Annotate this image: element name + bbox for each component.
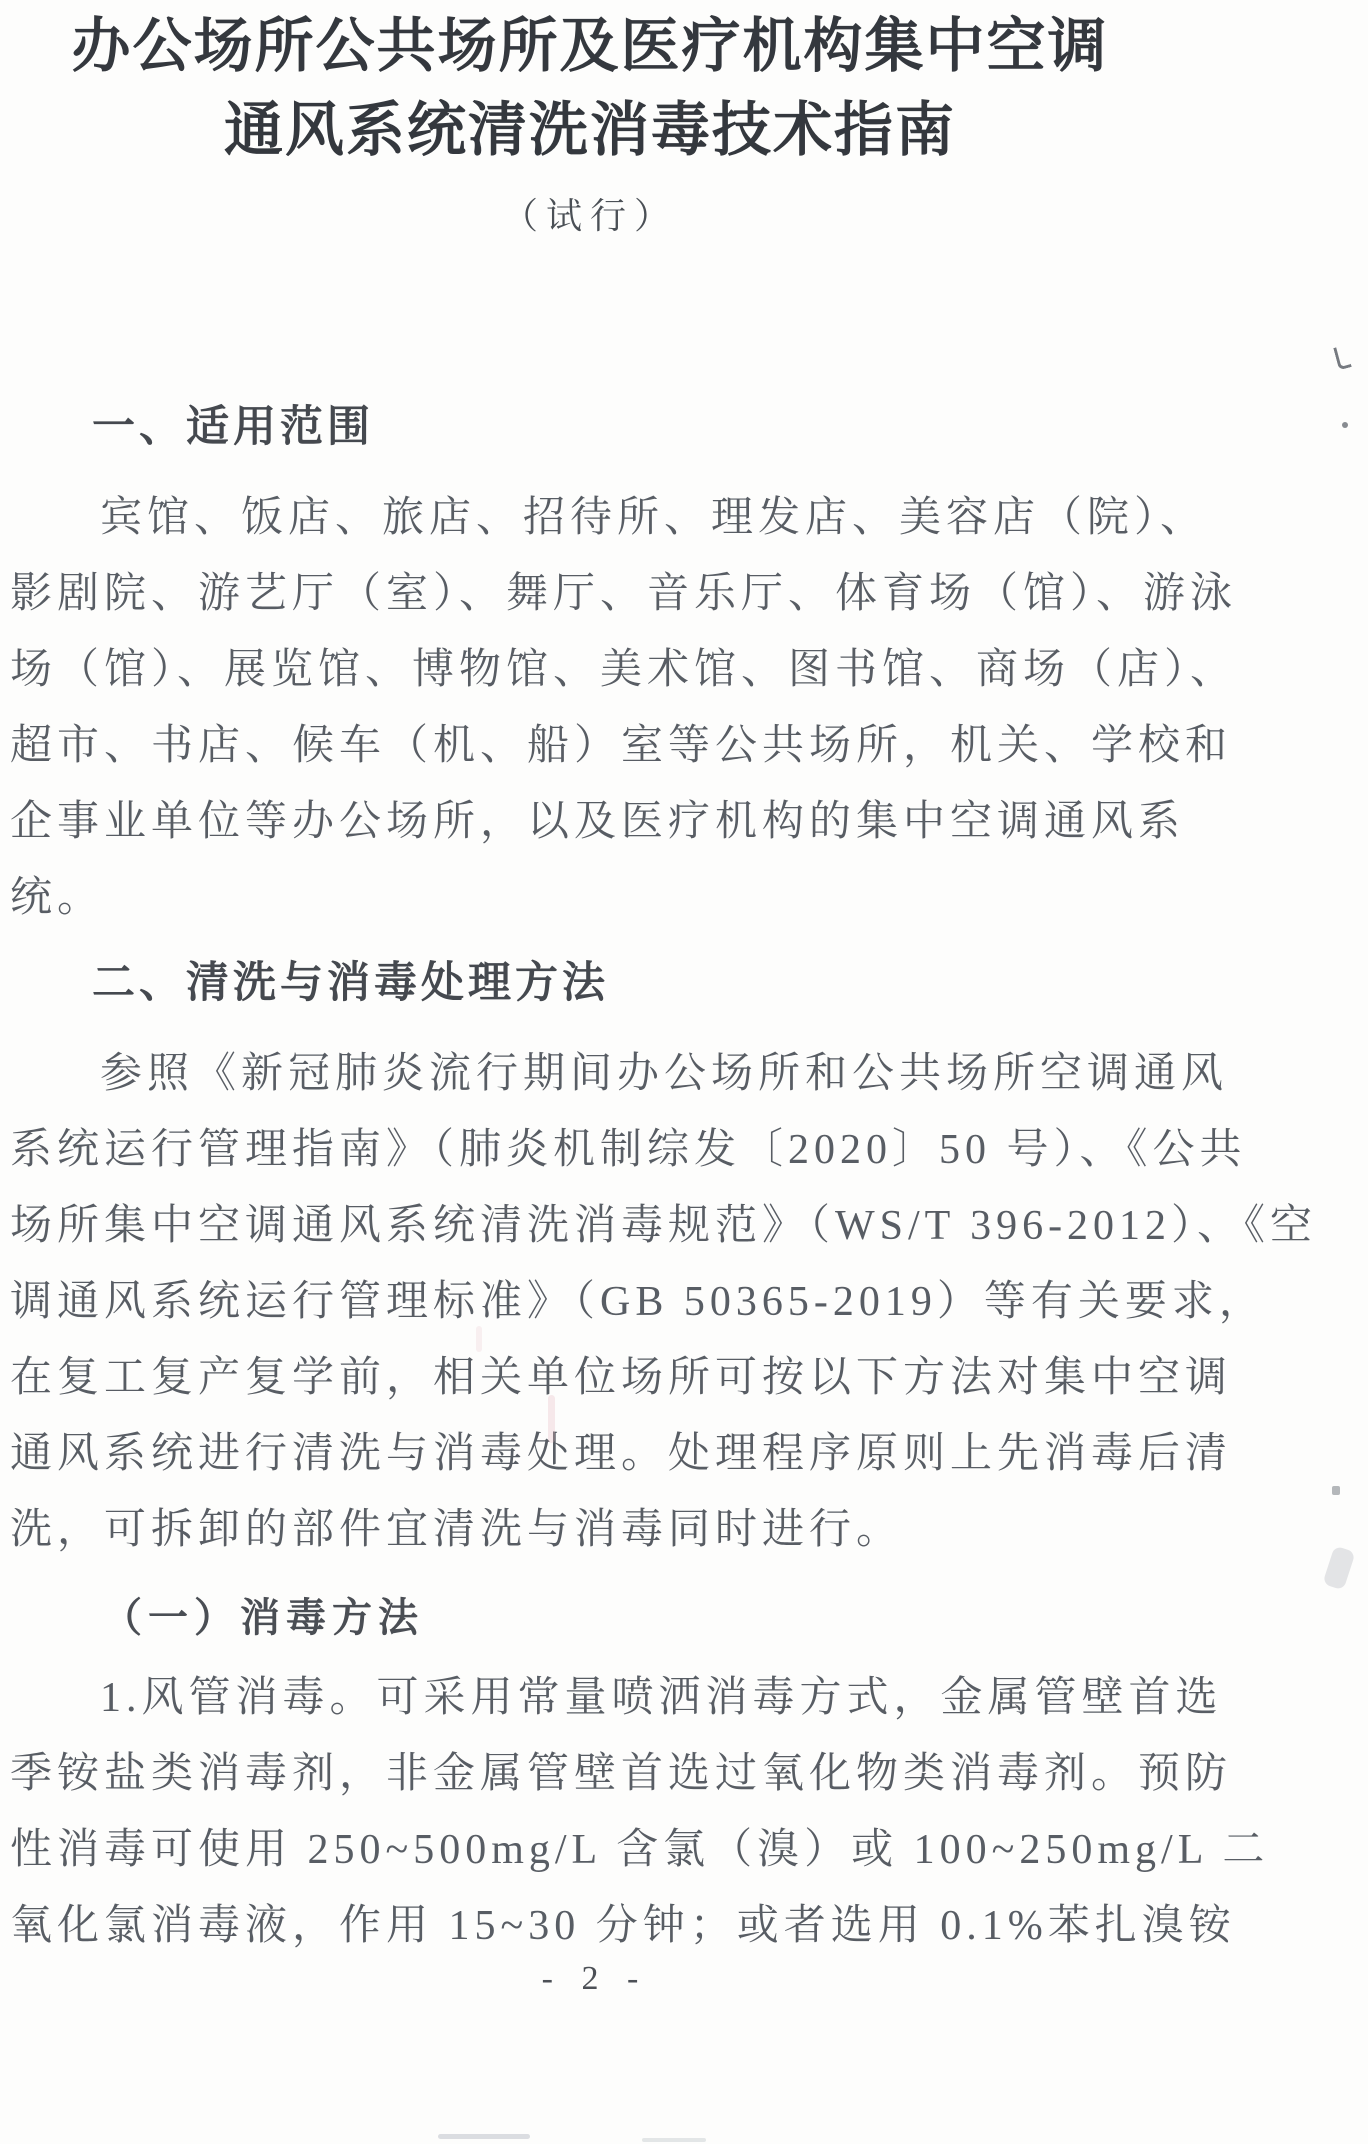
scan-artifact [1322,1546,1355,1591]
paragraph-line: 影剧院、游艺厅（室）、舞厅、音乐厅、体育场（馆）、游泳 [10,571,1238,617]
scan-artifact [438,2134,530,2139]
paragraph-line: 场所集中空调通风系统清洗消毒规范》（WS/T 396-2012）、《空 [10,1203,1318,1249]
title-block [0,4,1180,239]
paragraph-line: 调通风系统运行管理标准》（GB 50365-2019）等有关要求， [10,1279,1266,1325]
document-title-line1: 办公场所公共场所及医疗机构集中空调 [71,13,1109,79]
paragraph-line: 季铵盐类消毒剂，非金属管壁首选过氧化物类消毒剂。预防 [10,1751,1233,1797]
scan-artifact [1333,345,1352,371]
paragraph-line: 参照《新冠肺炎流行期间办公场所和公共场所空调通风 [100,1051,1229,1097]
paragraph-line: 洗，可拆卸的部件宜清洗与消毒同时进行。 [10,1507,904,1553]
scan-artifact [642,2138,706,2142]
document-body [10,398,1318,1964]
page-number: - 2 - [541,1960,649,1997]
paragraph-line: 宾馆、饭店、旅店、招待所、理发店、美容店（院）、 [100,495,1208,541]
paragraph-line: 场（馆）、展览馆、博物馆、美术馆、图书馆、商场（店）、 [10,647,1238,693]
paragraph-line: 系统运行管理指南》（肺炎机制综发〔2020〕50 号）、《公共 [10,1127,1247,1173]
paragraph-line: 在复工复产复学前，相关单位场所可按以下方法对集中空调 [10,1355,1233,1401]
paragraph-line: 企事业单位等办公场所，以及医疗机构的集中空调通风系 [10,799,1186,845]
section-1-heading: 一、适用范围 [92,403,374,451]
paragraph-line: 1.风管消毒。可采用常量喷洒消毒方式，金属管壁首选 [100,1675,1223,1721]
scan-artifact [548,1395,555,1443]
scan-artifact [1332,1486,1340,1495]
subsection-1-heading: （一）消毒方法 [102,1595,424,1640]
paragraph-line: 统。 [10,875,105,921]
paragraph-line: 超市、书店、候车（机、船）室等公共场所，机关、学校和 [10,723,1233,769]
paragraph-line: 性消毒可使用 250~500mg/L 含氯（溴）或 100~250mg/L 二 [10,1827,1270,1873]
paragraph-line: 通风系统进行清洗与消毒处理。处理程序原则上先消毒后清 [10,1431,1233,1477]
paragraph-line: 氧化氯消毒液，作用 15~30 分钟；或者选用 0.1%苯扎溴铵 [10,1903,1236,1949]
section-2-heading: 二、清洗与消毒处理方法 [92,959,609,1007]
scan-artifact [476,1326,482,1352]
document-title-line2: 通风系统清洗消毒技术指南 [223,97,956,163]
scan-artifact [1342,422,1348,428]
document-subtitle: （试行） [501,196,678,236]
